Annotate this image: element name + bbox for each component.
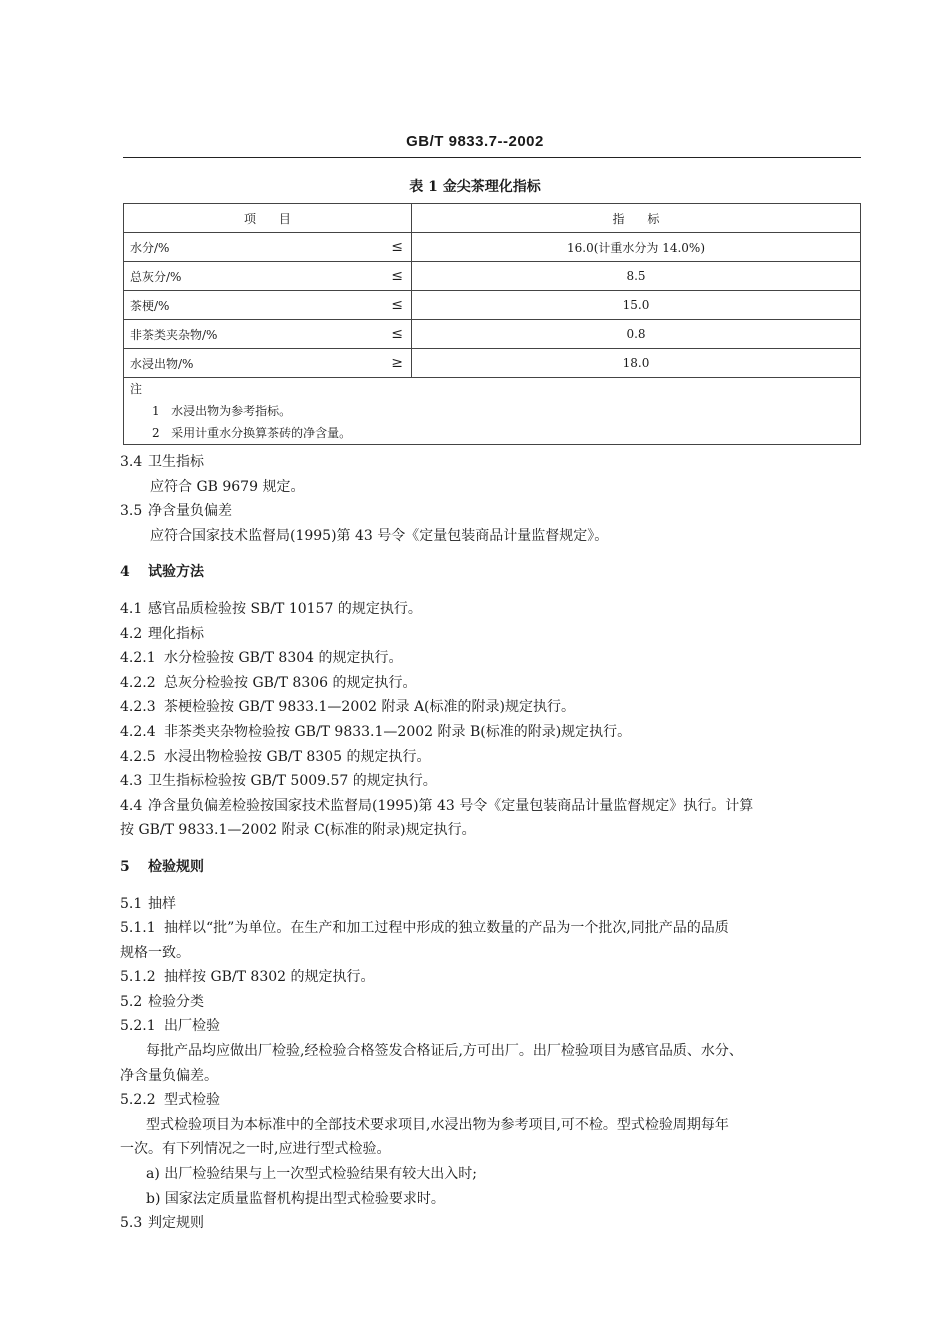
row-item: 水浸出物/% <box>130 356 194 371</box>
section-4-2-2 <box>120 671 865 696</box>
row-comparator: ≤ <box>391 325 403 342</box>
section-5-1-1-cont: 规格一致。 <box>120 944 190 961</box>
section-number: 5.2.2 <box>120 1092 156 1109</box>
section-text: 茶梗检验按 GB/T 9833.1—2002 附录 A(标准的附录)规定执行。 <box>164 699 575 716</box>
section-title: 检验规则 <box>148 858 204 875</box>
row-value: 0.8 <box>412 320 861 349</box>
section-number: 3.5 <box>120 503 143 520</box>
table-caption: 表 1 金尖茶理化指标 <box>409 179 541 195</box>
section-number: 5.1.2 <box>120 969 156 986</box>
section-number: 4.2.5 <box>120 748 156 765</box>
row-value: 16.0(计重水分为 14.0%) <box>412 233 861 262</box>
table-row <box>124 320 861 349</box>
section-4-heading <box>120 560 865 585</box>
section-text: 水浸出物检验按 GB/T 8305 的规定执行。 <box>164 748 431 765</box>
section-number: 5 <box>120 858 130 875</box>
note-item: 2 采用计重水分换算茶砖的净含量。 <box>152 426 352 440</box>
row-value: 18.0 <box>412 349 861 378</box>
table-notes-row <box>124 378 861 445</box>
spec-table <box>123 203 861 445</box>
section-5-2 <box>120 990 865 1015</box>
section-number: 4.2.2 <box>120 674 156 691</box>
section-text: 抽样按 GB/T 8302 的规定执行。 <box>164 969 375 986</box>
section-text: 判定规则 <box>148 1215 204 1232</box>
row-comparator: ≤ <box>391 238 403 255</box>
section-4-1 <box>120 597 865 622</box>
list-item-a: a) 出厂检验结果与上一次型式检验结果有较大出入时; <box>146 1166 477 1183</box>
section-number: 4.2.4 <box>120 723 156 740</box>
header-rule <box>123 157 861 158</box>
section-5-2-1-cont: 净含量负偏差。 <box>120 1067 218 1084</box>
notes-title: 注 <box>130 382 143 396</box>
row-item: 茶梗/% <box>130 298 170 313</box>
row-comparator: ≤ <box>391 296 403 313</box>
section-5-heading <box>120 855 865 880</box>
section-number: 4.2.1 <box>120 650 156 667</box>
section-number: 5.2 <box>120 993 143 1010</box>
section-3-5-text: 应符合国家技术监督局(1995)第 43 号令《定量包装商品计量监督规定》。 <box>150 527 609 544</box>
section-text: 水分检验按 GB/T 8304 的规定执行。 <box>164 650 403 667</box>
page-header: GB/T 9833.7--2002 <box>406 133 544 150</box>
section-number: 4.1 <box>120 600 143 617</box>
row-value: 15.0 <box>412 291 861 320</box>
table-row <box>124 349 861 378</box>
row-item-cell <box>124 291 412 320</box>
section-5-2-2-cont: 一次。有下列情况之一时,应进行型式检验。 <box>120 1141 391 1158</box>
section-5-1-1 <box>120 916 865 941</box>
section-5-1-2 <box>120 965 865 990</box>
section-number: 5.2.1 <box>120 1018 156 1035</box>
section-4-2 <box>120 622 865 647</box>
section-5-1 <box>120 892 865 917</box>
section-number: 3.4 <box>120 454 143 470</box>
row-item: 水分/% <box>130 240 170 255</box>
section-text: 检验分类 <box>148 993 204 1010</box>
table-notes <box>124 378 861 445</box>
section-text: 抽样 <box>148 895 176 912</box>
section-5-3 <box>120 1211 865 1236</box>
table-header-row <box>124 204 861 233</box>
section-3-4-heading <box>120 450 865 475</box>
row-comparator: ≥ <box>391 354 403 371</box>
section-text: 总灰分检验按 GB/T 8306 的规定执行。 <box>164 674 417 691</box>
section-title: 净含量负偏差 <box>148 503 232 520</box>
col-header-index: 指 标 <box>412 204 861 233</box>
section-text: 净含量负偏差检验按国家技术监督局(1995)第 43 号令《定量包装商品计量监督规定》执行。计算 <box>148 797 754 814</box>
section-4-3 <box>120 769 865 794</box>
section-text: 抽样以“批”为单位。在生产和加工过程中形成的独立数量的产品为一个批次,同批产品的品质 <box>164 920 729 937</box>
section-text: 非茶类夹杂物检验按 GB/T 9833.1—2002 附录 B(标准的附录)规定执行。 <box>164 723 632 740</box>
section-number: 4.4 <box>120 797 143 814</box>
section-4-2-1 <box>120 646 865 671</box>
section-4-2-5 <box>120 745 865 770</box>
row-item-cell <box>124 233 412 262</box>
section-title: 型式检验 <box>164 1092 220 1109</box>
section-title: 卫生指标 <box>148 454 204 470</box>
section-number: 5.1.1 <box>120 920 156 937</box>
document-body <box>120 450 865 1236</box>
section-text: 卫生指标检验按 GB/T 5009.57 的规定执行。 <box>148 773 437 790</box>
section-4-2-4 <box>120 720 865 745</box>
row-item-cell <box>124 349 412 378</box>
section-5-2-1-heading <box>120 1014 865 1039</box>
section-text: 理化指标 <box>148 625 204 642</box>
section-5-2-1-text: 每批产品均应做出厂检验,经检验合格签发合格证后,方可出厂。出厂检验项目为感官品质、水分、 <box>146 1043 743 1060</box>
row-comparator: ≤ <box>391 267 403 284</box>
section-title: 出厂检验 <box>164 1018 220 1035</box>
section-number: 4.2 <box>120 625 143 642</box>
col-header-item: 项 目 <box>124 204 412 233</box>
section-4-4 <box>120 794 865 819</box>
section-5-2-2-heading <box>120 1088 865 1113</box>
section-title: 试验方法 <box>148 564 204 581</box>
section-number: 4 <box>120 564 130 581</box>
section-number: 4.2.3 <box>120 699 156 716</box>
row-value: 8.5 <box>412 262 861 291</box>
section-4-2-3 <box>120 695 865 720</box>
table-row <box>124 291 861 320</box>
section-4-4-cont: 按 GB/T 9833.1—2002 附录 C(标准的附录)规定执行。 <box>120 822 476 839</box>
row-item-cell <box>124 262 412 291</box>
row-item-cell <box>124 320 412 349</box>
section-number: 5.3 <box>120 1215 143 1232</box>
list-item-b: b) 国家法定质量监督机构提出型式检验要求时。 <box>146 1190 445 1207</box>
section-5-2-2-text: 型式检验项目为本标准中的全部技术要求项目,水浸出物为参考项目,可不检。型式检验周期每年 <box>146 1116 729 1133</box>
section-number: 5.1 <box>120 895 143 912</box>
table-row <box>124 233 861 262</box>
section-number: 4.3 <box>120 773 143 790</box>
table-row <box>124 262 861 291</box>
row-item: 非茶类夹杂物/% <box>130 327 218 342</box>
section-3-4-text: 应符合 GB 9679 规定。 <box>150 478 305 495</box>
note-item: 1 水浸出物为参考指标。 <box>152 404 292 418</box>
row-item: 总灰分/% <box>130 269 182 284</box>
section-3-5-heading <box>120 499 865 524</box>
section-text: 感官品质检验按 SB/T 10157 的规定执行。 <box>148 600 422 617</box>
